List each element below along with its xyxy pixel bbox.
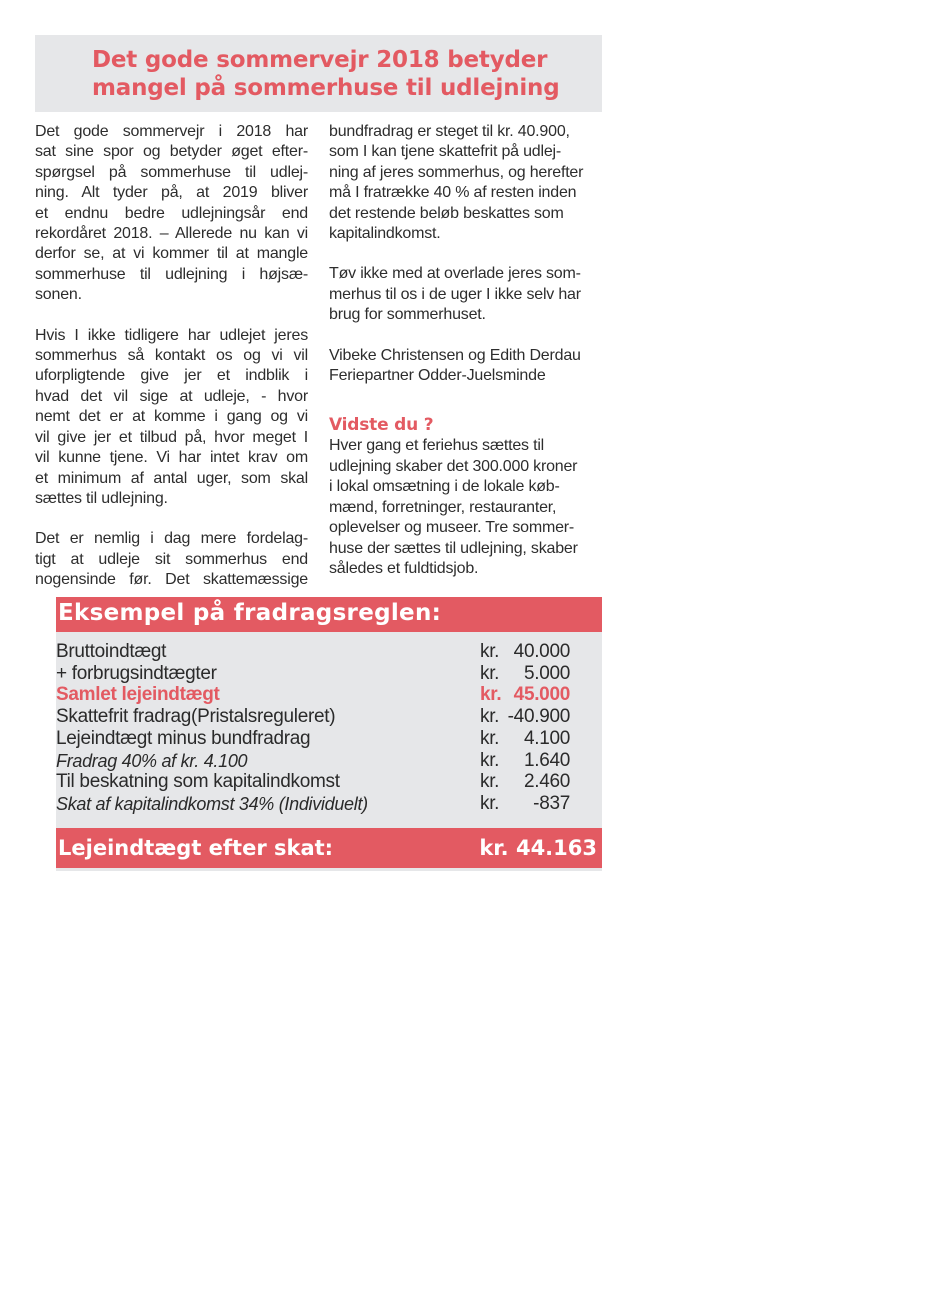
text-line: sommerhuse til udlejning i højsæ- (35, 265, 308, 283)
table-row-highlight (56, 684, 602, 706)
row-value: 4.100 (523, 728, 570, 749)
text-line: sættes til udlejning. (35, 489, 168, 507)
text-line: huse der sættes til udlejning, skaber (329, 539, 578, 557)
row-label: Til beskatning som kapitalindkomst (56, 771, 340, 792)
title-box (35, 35, 602, 112)
title-line-1: Det gode sommervejr 2018 betyder (92, 47, 548, 73)
paragraph-2 (35, 326, 308, 510)
row-label: Fradrag 40% af kr. 4.100 (56, 751, 248, 771)
paragraph-5 (329, 264, 602, 325)
row-label: Lejeindtægt minus bundfradrag (56, 728, 311, 749)
row-currency: kr. (480, 706, 500, 727)
example-header-label: Eksempel på fradragsreglen: (58, 600, 442, 626)
text-line: Feriepartner Odder-Juelsminde (329, 367, 546, 385)
table-row (56, 771, 602, 793)
row-value: 5.000 (523, 663, 570, 684)
text-line: Det er nemlig i dag mere fordelag- (35, 530, 308, 548)
text-line: tigt at udleje sit sommerhus end (35, 550, 308, 568)
text-line: derfor se, at vi kommer til at mangle (35, 245, 308, 263)
row-currency: kr. (480, 771, 500, 792)
row-value: 40.000 (513, 641, 570, 662)
text-line: vil kunne tjene. Vi har intet krav om (35, 449, 308, 467)
text-line: et endnu bedre udlejningsår end (35, 204, 308, 222)
row-currency: kr. (480, 728, 500, 749)
text-line: et minimum af antal uger, som skal (35, 469, 308, 487)
row-value: -40.900 (507, 706, 570, 727)
row-currency: kr. (480, 793, 500, 814)
text-line: rekordåret 2018. – Allerede nu kan vi (35, 225, 308, 243)
table-row (56, 706, 602, 728)
text-line: Det gode sommervejr i 2018 har (35, 123, 308, 140)
text-line: nogensinde før. Det skattemæssige (35, 571, 308, 589)
total-bar (56, 828, 602, 868)
text-line: merhus til os i de uger I ikke selv har (329, 285, 581, 303)
table-row (56, 793, 602, 815)
signature (329, 346, 602, 387)
row-label: Bruttoindtægt (56, 641, 167, 662)
left-column (35, 122, 308, 611)
text-line: det restende beløb beskattes som (329, 204, 564, 222)
row-value: -837 (533, 793, 570, 814)
text-line: hvad det vil sige at udleje, - hvor (35, 387, 308, 405)
text-line: kapitalindkomst. (329, 225, 441, 243)
text-line: Vibeke Christensen og Edith Derdau (329, 346, 581, 364)
example-header (56, 597, 602, 632)
row-label: Skattefrit fradrag(Pristalsreguleret) (56, 706, 336, 727)
row-currency: kr. (480, 663, 500, 684)
text-line: må I fratrække 40 % af resten inden (329, 184, 577, 202)
paragraph-3 (35, 529, 308, 590)
text-line: bundfradrag er steget til kr. 40.900, (329, 123, 570, 140)
text-line: udlejning skaber det 300.000 kroner (329, 457, 578, 475)
did-you-know-heading: Vidste du ? (329, 415, 434, 436)
text-line: sat sine spor og betyder øget efter- (35, 143, 308, 161)
text-line: sommerhus så kontakt os og vi vil (35, 347, 308, 365)
text-line: således et fuldtidsjob. (329, 559, 479, 577)
row-currency: kr. (480, 684, 502, 705)
article-title (92, 46, 560, 102)
paragraph-6 (329, 436, 602, 579)
text-line: spørgsel på sommerhuse til udlej- (35, 163, 308, 181)
text-line: oplevelser og museer. Tre sommer- (329, 519, 575, 537)
text-line: vil give jer et tilbud på, hvor meget I (35, 428, 308, 446)
row-currency: kr. (480, 750, 500, 771)
example-box (56, 597, 602, 871)
total-label: Lejeindtægt efter skat: (58, 836, 334, 860)
text-line: Tøv ikke med at overlade jeres som- (329, 265, 581, 283)
row-label: + forbrugsindtægter (56, 663, 217, 684)
text-line: Hver gang et feriehus sættes til (329, 437, 545, 455)
text-line: mænd, forretninger, restauranter, (329, 498, 557, 516)
row-label: Skat af kapitalindkomst 34% (Individuelt) (56, 794, 368, 814)
text-line: uforpligtende give jer et indblik i (35, 367, 308, 385)
total-value: kr. 44.163 (479, 836, 597, 860)
row-currency: kr. (480, 641, 500, 662)
paragraph-1 (35, 122, 308, 306)
text-line: Hvis I ikke tidligere har udlejet jeres (35, 326, 308, 344)
title-line-2: mangel på sommerhuse til udlejning (92, 75, 560, 101)
row-value: 2.460 (523, 771, 570, 792)
text-line: sonen. (35, 286, 82, 304)
text-line: som I kan tjene skattefrit på udlej- (329, 143, 562, 161)
row-value: 1.640 (523, 750, 570, 771)
text-line: ning. Alt tyder på, at 2019 bliver (35, 184, 308, 202)
text-line: ning af jeres sommerhus, og herefter (329, 163, 584, 181)
right-column (329, 122, 602, 599)
table-row (56, 728, 602, 750)
table-row (56, 750, 602, 772)
text-line: i lokal omsætning i de lokale køb- (329, 478, 560, 496)
text-line: nemt det er at komme i gang og vi (35, 408, 308, 426)
row-value: 45.000 (513, 684, 570, 705)
row-label: Samlet lejeindtægt (56, 684, 220, 705)
text-line: brug for sommerhuset. (329, 306, 486, 324)
paragraph-4 (329, 122, 602, 244)
table-row (56, 641, 602, 663)
table-row (56, 663, 602, 685)
